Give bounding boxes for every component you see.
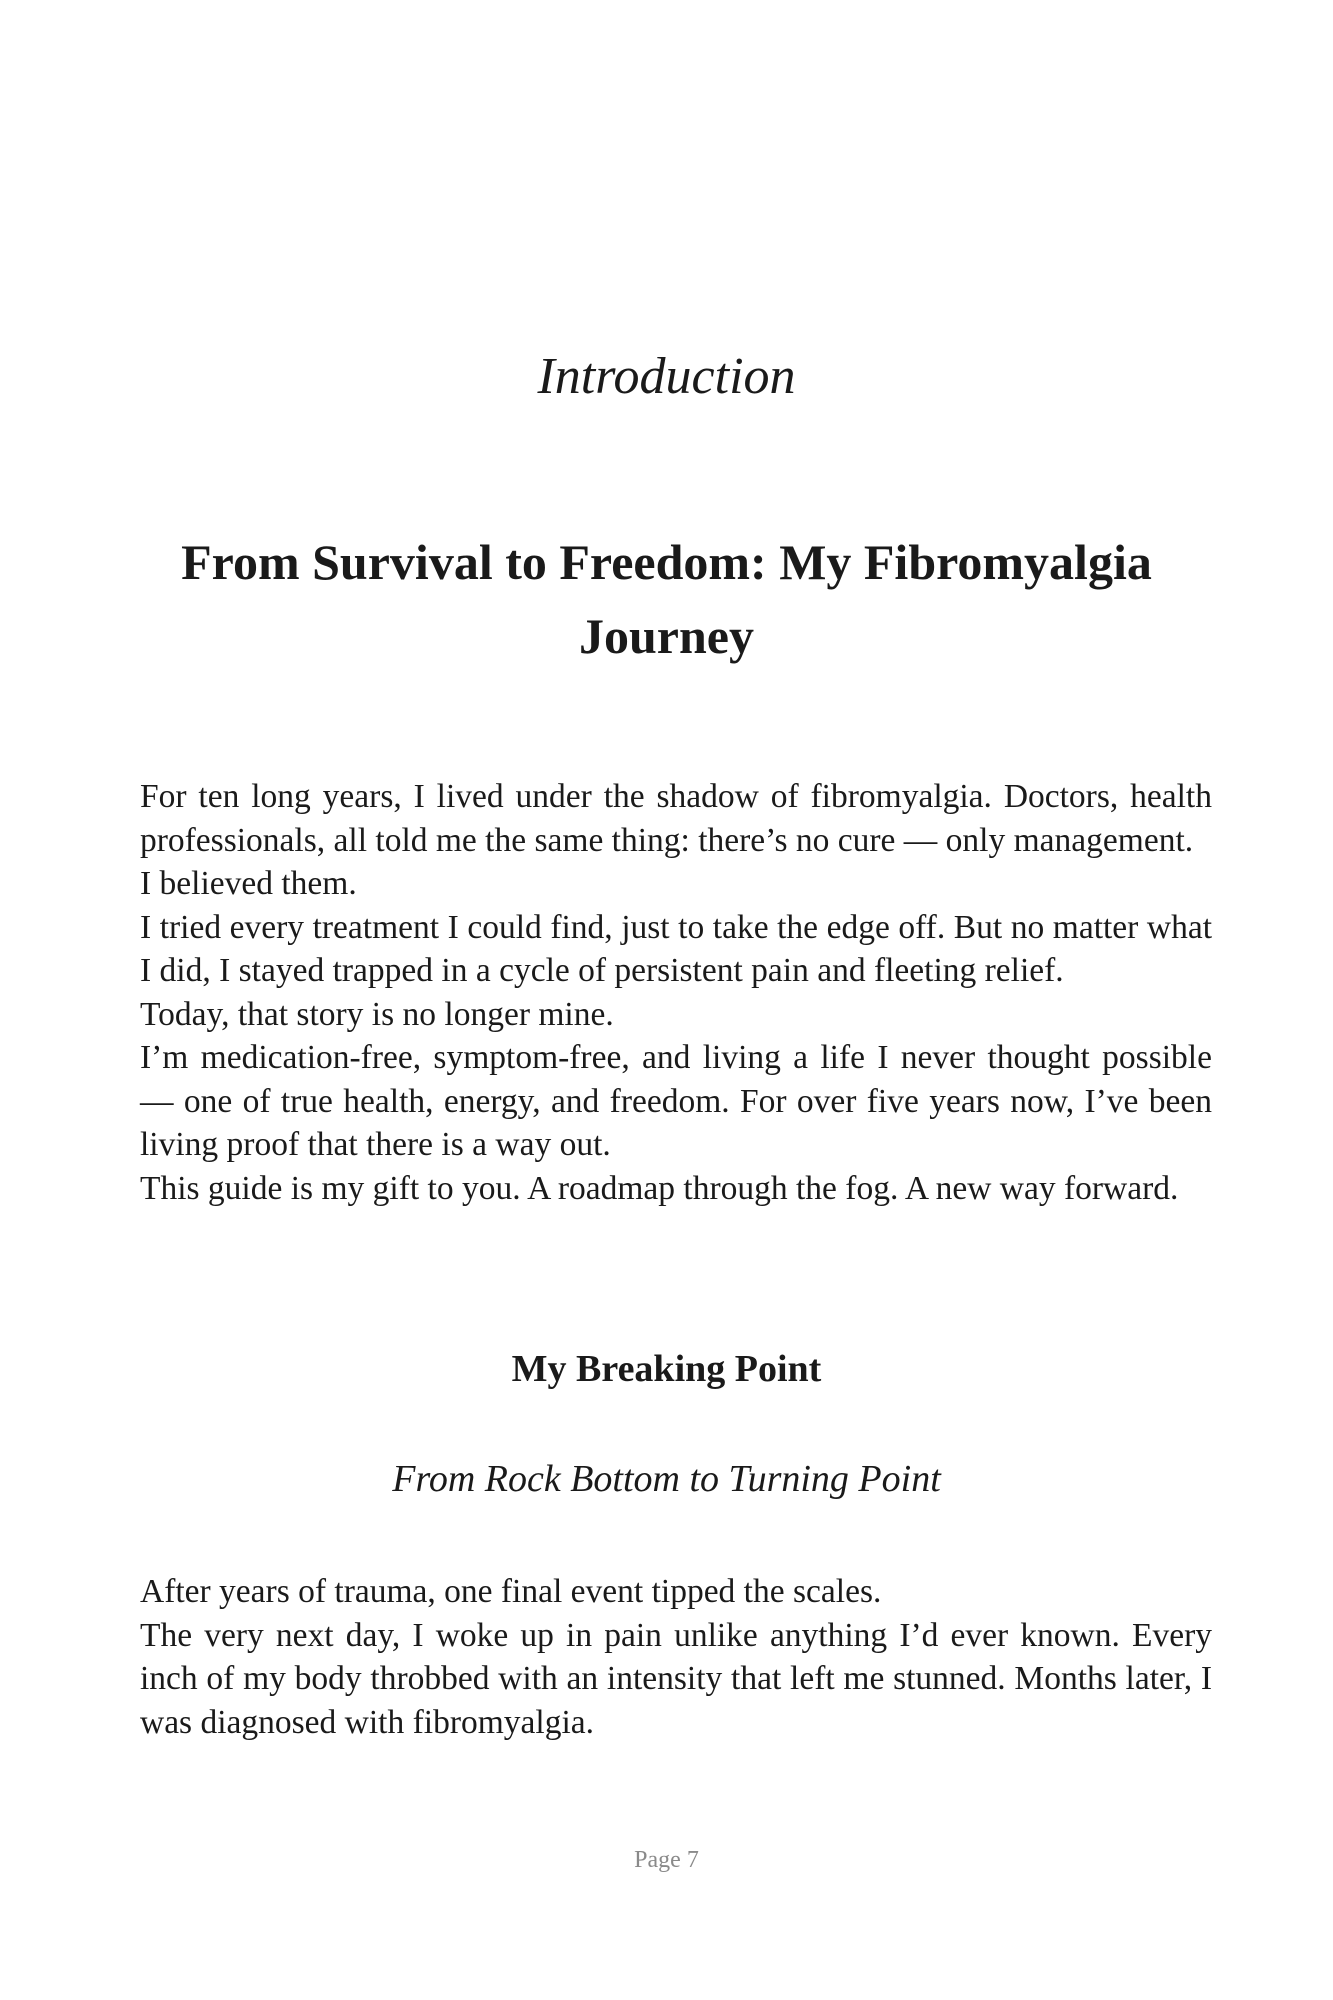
story-text-block — [140, 1570, 1212, 1744]
paragraph: I believed them. — [140, 865, 357, 902]
chapter-label: Introduction — [537, 348, 796, 405]
page-number: Page 7 — [634, 1847, 699, 1873]
paragraph: I’m medication-free, symptom-free, and living a life I never thought possible — one of true health, energy, and freedom. For over five years now, I’ve been living proof that there is a way out. — [140, 1039, 1212, 1163]
section-heading: My Breaking Point — [511, 1348, 822, 1390]
paragraph: I tried every treatment I could find, just to take the edge off. But no matter what I did, I stayed trapped in a cycle of persistent pain and fleeting relief. — [140, 908, 1212, 989]
chapter-title: From Survival to Freedom: My Fibromyalgia Journey — [181, 534, 1152, 664]
paragraph: Today, that story is no longer mine. — [140, 995, 614, 1033]
intro-text-block — [140, 775, 1212, 1210]
paragraph: For ten long years, I lived under the shadow of fibromyalgia. Doctors, health professionals, all told me the same thing: there’s no cure — only management. — [140, 778, 1212, 859]
paragraph: This guide is my gift to you. A roadmap through the fog. A new way forward. — [140, 1169, 1179, 1207]
paragraph: After years of trauma, one final event tipped the scales. — [140, 1573, 882, 1610]
paragraph: The very next day, I woke up in pain unlike anything I’d ever known. Every inch of my body throbbed with an intensity that left me stunned. Months later, I was diagnosed with fibromyalgia. — [140, 1616, 1212, 1741]
section-subheading: From Rock Bottom to Turning Point — [392, 1458, 941, 1500]
